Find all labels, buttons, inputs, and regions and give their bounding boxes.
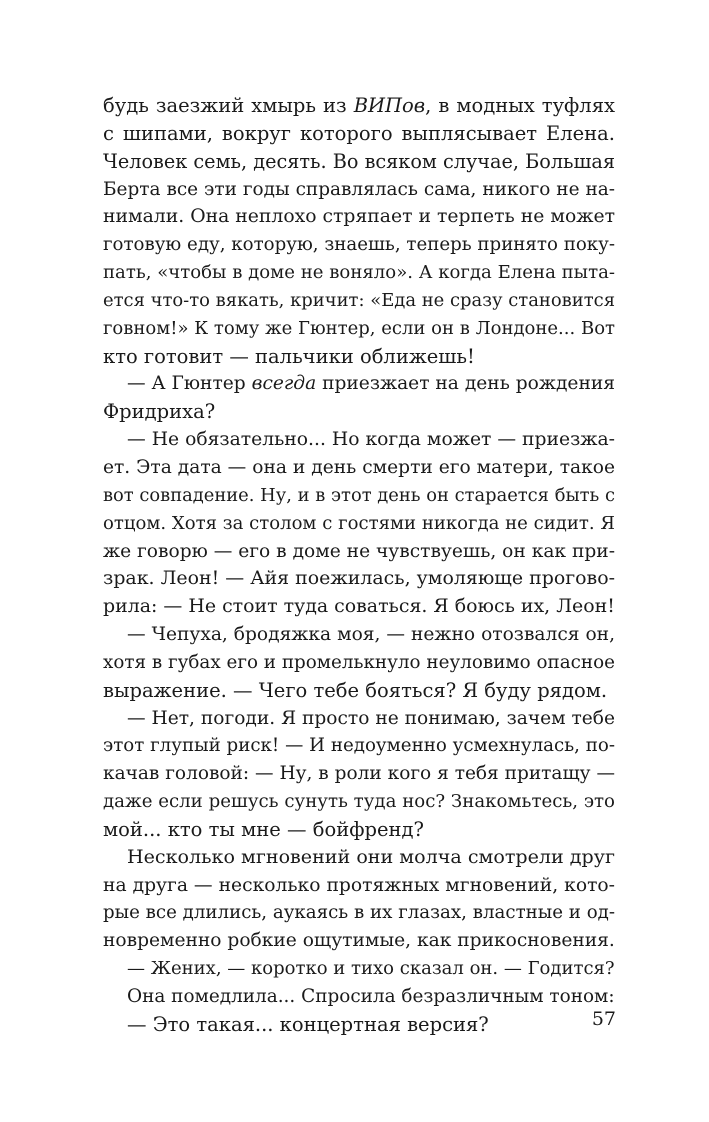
text-line bbox=[103, 259, 615, 287]
text-segment: этот глупый риск! — И недоуменно усмехнулась, по- bbox=[103, 735, 615, 757]
text-line bbox=[103, 649, 615, 677]
text-line bbox=[103, 203, 615, 231]
text-line bbox=[103, 482, 615, 510]
text-line bbox=[103, 370, 615, 398]
text-line bbox=[103, 983, 615, 1011]
text-segment: пать, «чтобы в доме не воняло». А когда Елена пыта- bbox=[103, 262, 615, 284]
text-line bbox=[103, 92, 615, 120]
text-segment: ется что-то вякать, кричит: «Еда не сразу становится bbox=[103, 289, 616, 311]
text-line bbox=[103, 1011, 615, 1039]
text-segment: на друга — несколько протяжных мгновений, кото- bbox=[103, 874, 615, 896]
text-line bbox=[103, 788, 615, 816]
text-segment: вот совпадение. Ну, и в этот день он старается быть с bbox=[103, 484, 615, 506]
text-line bbox=[103, 593, 615, 621]
page-number: 57 bbox=[591, 1008, 616, 1030]
text-line bbox=[103, 760, 615, 788]
text-segment: — А Гюнтер bbox=[127, 373, 252, 395]
text-line bbox=[103, 705, 615, 733]
text-line bbox=[103, 398, 615, 426]
text-line bbox=[103, 899, 615, 927]
text-segment: новременно робкие ощутимые, как прикосновения. bbox=[103, 930, 615, 952]
text-line bbox=[103, 955, 615, 983]
text-segment: рые все длились, аукаясь в их глазах, властные и од- bbox=[103, 902, 615, 924]
text-line bbox=[103, 426, 615, 454]
text-line bbox=[103, 621, 615, 649]
text-segment: — Не обязательно... Но когда может — приезжа- bbox=[127, 429, 615, 451]
text-line bbox=[103, 148, 615, 176]
text-segment: Несколько мгновений они молча смотрели друг bbox=[127, 845, 615, 868]
text-line bbox=[103, 927, 615, 955]
text-segment: Берта все эти годы справлялась сама, никого не на- bbox=[103, 178, 615, 200]
text-line bbox=[103, 454, 615, 482]
text-line bbox=[103, 176, 615, 204]
text-segment: будь заезжий хмырь из bbox=[103, 94, 354, 117]
text-segment: даже если решусь сунуть туда нос? Знакомьтесь, это bbox=[103, 791, 615, 813]
text-segment: нимали. Она неплохо стряпает и терпеть не может bbox=[103, 206, 615, 228]
text-segment: Фридриха? bbox=[103, 400, 216, 424]
text-segment: приезжает на день рождения bbox=[316, 373, 615, 395]
text-segment: , в модных туфлях bbox=[425, 94, 615, 117]
page-body bbox=[103, 92, 615, 1039]
text-line bbox=[103, 287, 615, 315]
italic-text: ВИПов bbox=[353, 94, 426, 117]
text-line bbox=[103, 120, 615, 148]
text-segment: — Это такая... концертная версия? bbox=[127, 1012, 489, 1036]
text-segment: ет. Эта дата — она и день смерти его матери, такое bbox=[103, 456, 615, 478]
text-segment: выражение. — Чего тебе бояться? Я буду рядом. bbox=[103, 678, 608, 702]
text-line bbox=[103, 538, 615, 566]
text-segment: рила: — Не стоит туда соваться. Я боюсь их, Леон! bbox=[103, 595, 615, 618]
text-line bbox=[103, 315, 615, 343]
text-line bbox=[103, 872, 615, 900]
text-segment: — Чепуха, бродяжка моя, — нежно отозвался он, bbox=[127, 624, 615, 646]
text-line bbox=[103, 510, 615, 538]
text-segment: же говорю — его в доме не чувствуешь, он как при- bbox=[103, 540, 615, 562]
text-line bbox=[103, 844, 615, 872]
text-segment: — Жених, — коротко и тихо сказал он. — Годится? bbox=[127, 958, 615, 980]
text-segment: хотя в губах его и промелькнуло неуловимо опасное bbox=[103, 651, 615, 673]
text-segment: — Нет, погоди. Я просто не понимаю, зачем тебе bbox=[127, 707, 615, 729]
text-segment: Человек семь, десять. Во всяком случае, Большая bbox=[103, 149, 615, 173]
text-segment: качав головой: — Ну, в роли кого я тебя притащу — bbox=[103, 763, 615, 785]
italic-text: всегда bbox=[251, 373, 317, 395]
text-line bbox=[103, 231, 615, 259]
text-segment: говном!» К тому же Гюнтер, если он в Лондоне... Вот bbox=[103, 317, 615, 339]
text-segment: зрак. Леон! — Айя поежилась, умоляюще проговo- bbox=[103, 567, 615, 590]
text-segment: готовую еду, которую, знаешь, теперь принято поку- bbox=[103, 234, 615, 256]
text-segment: отцом. Хотя за столом с гостями никогда не сидит. Я bbox=[103, 512, 615, 534]
text-segment: мой... кто ты мне — бойфренд? bbox=[103, 817, 424, 841]
text-segment: кто готовит — пальчики оближешь! bbox=[103, 344, 475, 368]
text-segment: с шипами, вокруг которого выплясывает Елена. bbox=[103, 121, 615, 145]
text-line bbox=[103, 732, 615, 760]
text-line bbox=[103, 816, 615, 844]
text-segment: Она помедлила... Спросила безразличным тоном: bbox=[127, 986, 615, 1007]
text-line bbox=[103, 565, 615, 593]
text-line bbox=[103, 677, 615, 705]
text-line bbox=[103, 343, 615, 371]
